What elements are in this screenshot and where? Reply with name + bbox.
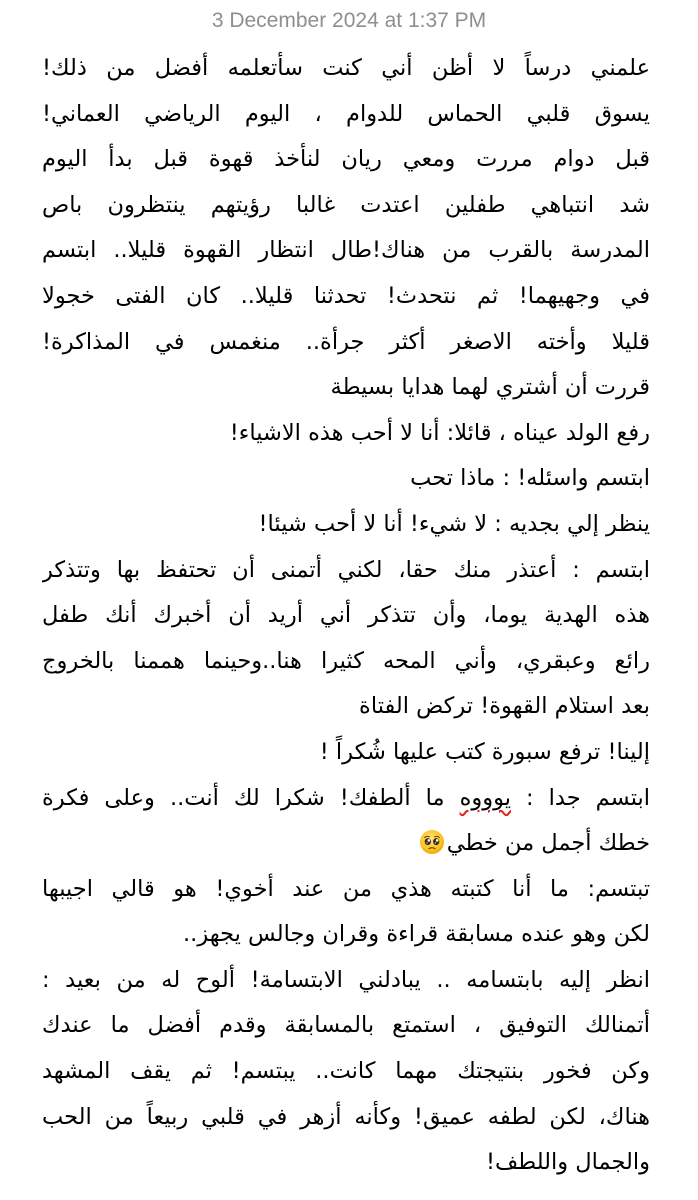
note-line[interactable]: يسوق قلبي الحماس للدوام ، اليوم الرياضي العماني! xyxy=(42,100,650,127)
note-line[interactable]: المدرسة بالقرب من هناك!طال انتظار القهوة قليلا.. ابتسم xyxy=(42,237,650,264)
misspelled-word[interactable]: يوووه xyxy=(459,784,512,811)
note-line[interactable]: بعد استلام القهوة! تركض الفتاة xyxy=(359,693,650,720)
note-text: ابتسم جدا : xyxy=(511,784,650,811)
note-line[interactable]: ابتسم واسئله! : ماذا تحب xyxy=(410,465,650,492)
note-line[interactable]: هناك، لكن لطفه عميق! وكأنه أزهر في قلبي ربيعاً من الحب xyxy=(42,1103,650,1130)
note-line[interactable]: والجمال واللطف! xyxy=(485,1149,650,1176)
note-line[interactable]: رائع وعبقري، وأني المحه كثيرا هنا..وحينما هممنا بالخروج xyxy=(42,647,650,674)
note-line[interactable]: قبل دوام مررت ومعي ريان لنأخذ قهوة قبل بدأ اليوم xyxy=(42,146,650,173)
note-line[interactable]: انظر إليه بابتسامه .. يبادلني الابتسامة! ألوح له من بعيد : xyxy=(42,966,650,993)
note-line[interactable]: إلينا! ترفع سبورة كتب عليها شُكراً ! xyxy=(319,738,650,765)
note-line[interactable]: في وجهيهما! ثم نتحدث! تحدثنا قليلا.. كان الفتى خجولا xyxy=(42,282,650,309)
note-line[interactable]: رفع الولد عيناه ، قائلا: أنا لا أحب هذه الاشياء! xyxy=(229,419,650,446)
note-line[interactable]: أتمنالك التوفيق ، استمتع بالمسابقة وقدم أفضل ما عندك xyxy=(42,1012,650,1039)
note-line[interactable] xyxy=(42,821,650,867)
note-line[interactable]: لكن وهو عنده مسابقة قراءة وقران وجالس يجهز.. xyxy=(183,921,650,948)
note-text: ما ألطفك! شكرا لك أنت.. وعلى فكرة xyxy=(42,784,460,811)
note-line[interactable]: هذه الهدية يوما، وأن تتذكر أني أريد أن أخبرك أنك طفل xyxy=(42,602,650,629)
note-timestamp: 3 December 2024 at 1:37 PM xyxy=(211,9,487,32)
note-line[interactable]: ينظر إلي بجديه : لا شيء! أنا لا أحب شيئا! xyxy=(258,510,650,537)
note-line[interactable]: قررت أن أشتري لهما هدايا بسيطة xyxy=(330,374,650,401)
note-line[interactable] xyxy=(42,776,650,822)
note-line[interactable]: علمني درساً لا أظن أني كنت سأتعلمه أفضل من ذلك! xyxy=(42,55,650,81)
note-text: خطك أجمل من خطي xyxy=(446,830,650,857)
note-line[interactable]: قليلا وأخته الاصغر أكثر جرأة.. منغمس في المذاكرة! xyxy=(42,328,650,355)
note-line[interactable]: شد انتباهي طفلين اعتدت غالبا رؤيتهم ينتظرون باص xyxy=(42,191,650,218)
note-line[interactable]: وكن فخور بنتيجتك مهما كانت.. يبتسم! ثم يقف المشهد xyxy=(42,1058,650,1085)
note-line[interactable]: ابتسم : أعتذر منك حقا، لكني أتمنى أن تحتفظ بها وتتذكر xyxy=(42,556,650,583)
note-body[interactable] xyxy=(0,46,698,1186)
pleading-face-emoji xyxy=(419,829,445,855)
note-line[interactable]: تبتسم: ما أنا كتبته هذي من عند أخوي! هو قالي اجيبها xyxy=(42,875,650,902)
